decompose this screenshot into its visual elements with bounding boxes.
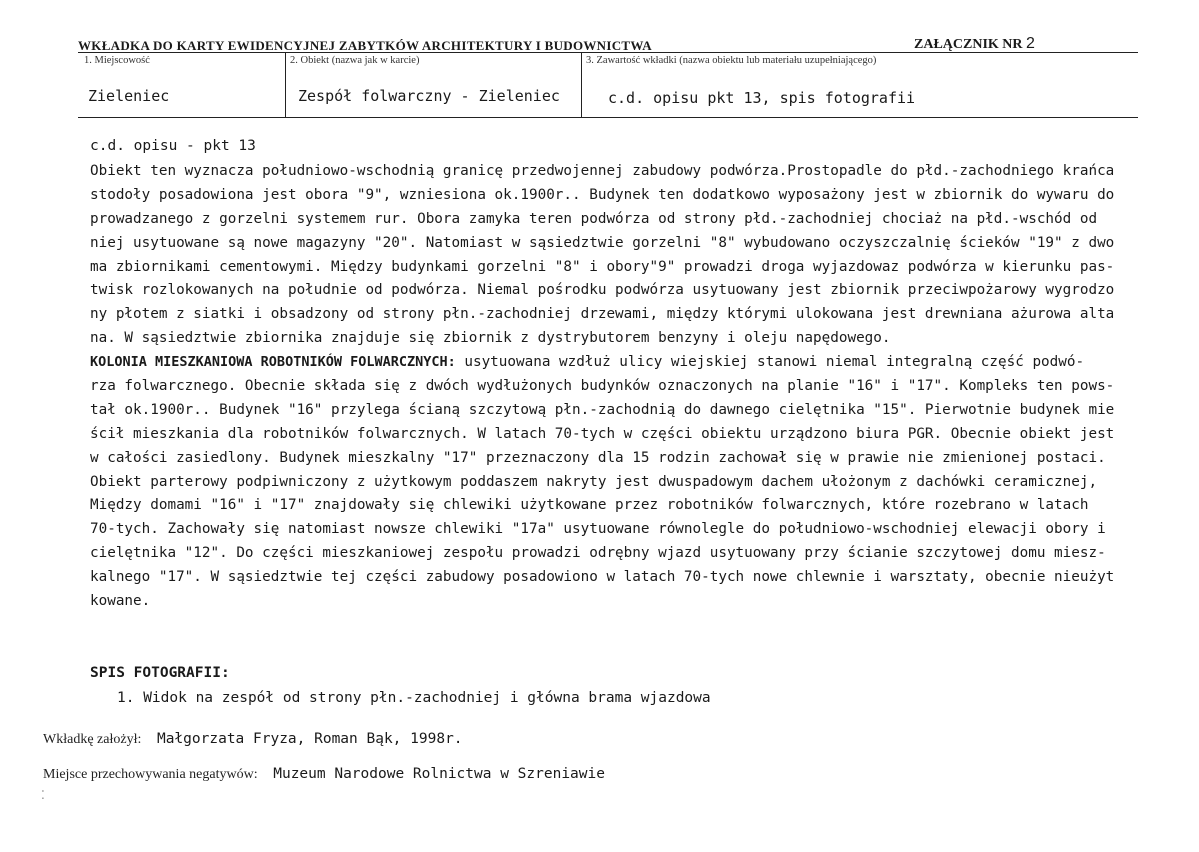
negatives-value: Muzeum Narodowe Rolnictwa w Szreniawie bbox=[273, 766, 605, 782]
description-line: prowadzanego z gorzelni systemem rur. Obora zamyka teren podwórza od strony płd.-zachodniej chociaż na płd.-wschód od bbox=[90, 210, 1098, 227]
description-line: niej usytuowane są nowe magazyny "20". Natomiast w sąsiedztwie gorzelni "8" wybudowano oczyszczalnię ścieków "19" z dwo bbox=[90, 234, 1115, 251]
colony-first-line bbox=[90, 351, 1130, 375]
annex-number: 2 bbox=[1026, 35, 1035, 52]
colony-line: tał ok.1900r.. Budynek "16" przylega ścianą szczytową płn.-zachodnią do dawnego cielętnika "15". Pierwotnie budynek mie bbox=[90, 401, 1115, 418]
field-contents bbox=[581, 53, 1138, 117]
negatives-label: Miejsce przechowywania negatywów: bbox=[43, 767, 258, 782]
author-value: Małgorzata Fryza, Roman Bąk, 1998r. bbox=[156, 731, 463, 747]
document-title: WKŁADKA DO KARTY EWIDENCYJNEJ ZABYTKÓW ARCHITEKTURY I BUDOWNICTWA bbox=[78, 38, 652, 53]
description-line: Obiekt ten wyznacza południowo-wschodnią granicę przedwojennej zabudowy podwórza.Prostopadle do płd.-zachodniego krańca bbox=[90, 163, 1115, 179]
colony-line: kalnego "17". W sąsiedztwie tej części zabudowy posadowiono w latach 70-tych nowe chlewnie i warsztaty, obecnie nieużyt bbox=[90, 569, 1115, 586]
description-line: stodoły posadowiona jest obora "9", wzniesiona ok.1900r.. Budynek ten dodatkowo wyposażony jest w zbiornik do wywaru do bbox=[90, 186, 1115, 203]
colony-line: Obiekt parterowy podpiwniczony z użytkowym poddaszem nakryty jest dwuspadowym dachem ułożonym z dachówki ceramicznej, bbox=[90, 473, 1098, 490]
colony-first-text: usytuowana wzdłuż ulicy wiejskiej stanowi niemal integralną część podwó- bbox=[455, 354, 1085, 371]
photos-title: SPIS FOTOGRAFII: bbox=[90, 665, 230, 681]
colony-line: rza folwarcznego. Obecnie składa się z dwóch wydłużonych budynków oznaczonych na planie "16" i "17". Kompleks ten pows- bbox=[90, 378, 1115, 395]
form-fields-table bbox=[78, 52, 1138, 118]
scan-mark: ⁚ bbox=[41, 788, 45, 802]
field-object-value: Zespół folwarczny - Zieleniec bbox=[298, 87, 560, 105]
description-line: na. W sąsiedztwie zbiornika znajduje się zbiornik z dystrybutorem benzyny i oleju napędowego. bbox=[90, 330, 891, 347]
field-object-label: 2. Obiekt (nazwa jak w karcie) bbox=[290, 55, 420, 66]
description-line: twisk rozlokowanych na południe od podwórza. Niemal pośrodku podwórza usytuowany jest zbiornik przeciwpożarowy wygrodzo bbox=[90, 282, 1115, 299]
colony-line: cielętnika "12". Do części mieszkaniowej zespołu prowadzi odrębny wjazd usytuowany przy ścianie szczytowej domu miesz- bbox=[90, 545, 1106, 562]
field-contents-value: c.d. opisu pkt 13, spis fotografii bbox=[608, 89, 916, 107]
annex-label bbox=[914, 35, 1035, 53]
colony-line: w całości zasiedlony. Budynek mieszkalny "17" przeznaczony dla 15 rodzin zachował się w prawie nie zmienionej postaci. bbox=[90, 449, 1106, 466]
colony-line: Między domami "16" i "17" znajdowały się chlewiki użytkowane przez robotników folwarcznych, które rozebrano w latach bbox=[90, 497, 1089, 514]
colony-line: ścił mieszkania dla robotników folwarcznych. W latach 70-tych w części obiektu urządzono biura PGR. Obecnie obiekt jest bbox=[90, 425, 1115, 442]
photo-list-item: 1. Widok na zespół od strony płn.-zachodniej i główna brama wjazdowa bbox=[117, 690, 711, 706]
colony-line: 70-tych. Zachowały się natomiast nowsze chlewiki "17a" usytuowane równolegle do południowo-wschodniej elewacji obory i bbox=[90, 521, 1106, 538]
field-location-value: Zieleniec bbox=[88, 87, 170, 105]
author-label: Wkładkę założył: bbox=[43, 732, 142, 747]
field-location bbox=[78, 53, 285, 117]
author-row bbox=[43, 728, 463, 748]
description-line: ny płotem z siatki i obsadzony od strony płn.-zachodniej drzewami, między którymi ulokowana jest drewniana ażurowa alta bbox=[90, 306, 1115, 323]
field-contents-label: 3. Zawartość wkładki (nazwa obiektu lub materiału uzupełniającego) bbox=[586, 55, 877, 66]
annex-label-text: ZAŁĄCZNIK NR bbox=[914, 37, 1023, 52]
colony-heading: KOLONIA MIESZKANIOWA ROBOTNIKÓW FOLWARCZNYCH: bbox=[90, 354, 456, 371]
description-line: ma zbiornikami cementowymi. Między budynkami gorzelni "8" i obory"9" prowadzi droga wyjazdowaz podwórza w kierunku pas- bbox=[90, 258, 1115, 275]
field-object bbox=[285, 53, 581, 117]
document-header bbox=[78, 32, 1138, 54]
description-title: c.d. opisu - pkt 13 bbox=[90, 138, 256, 154]
description-body bbox=[90, 160, 1130, 614]
colony-line: kowane. bbox=[90, 593, 151, 610]
negatives-row bbox=[43, 763, 605, 783]
field-location-label: 1. Miejscowość bbox=[84, 55, 150, 66]
